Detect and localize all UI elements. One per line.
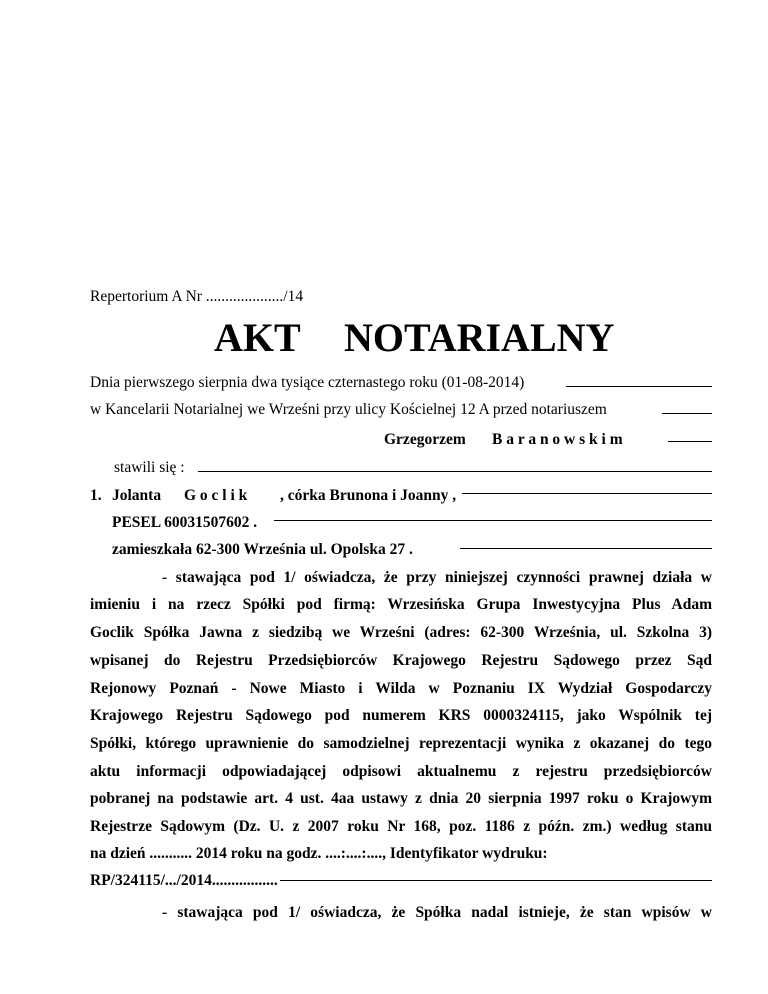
appeared-line <box>0 455 768 481</box>
filler-dash-line <box>460 548 712 549</box>
filler-dash-line <box>198 471 712 472</box>
declaration1-line-9 <box>0 786 768 812</box>
declaration1-line-5 <box>0 676 768 702</box>
declaration1-line-11 <box>0 841 768 867</box>
paragraph-line: na dzień ........... 2014 roku na godz. ....:....:...., Identyfikator wydruku: <box>90 845 548 862</box>
declaration1-line-1 <box>0 565 768 591</box>
filler-dash-line <box>462 493 712 494</box>
appeared-text: stawili się : <box>114 459 185 476</box>
pesel-line <box>0 510 768 536</box>
person-parents: , córka Brunona i Joanny , <box>280 487 457 504</box>
address-text: zamieszkała 62-300 Września ul. Opolska 27 . <box>112 541 413 558</box>
declaration1-last-line <box>0 868 768 894</box>
declaration1-line-4 <box>0 648 768 674</box>
filler-dash-line <box>280 880 712 881</box>
repertorium-number: Repertorium A Nr ..................../14 <box>90 288 304 305</box>
paragraph-line: pobranej na podstawie art. 4 ust. 4aa ustawy z dnia 20 sierpnia 1997 roku o Krajowym <box>90 790 712 807</box>
declaration2-line-1 <box>0 900 768 926</box>
paragraph-line: imieniu i na rzecz Spółki pod firmą: Wrzesińska Grupa Inwestycyjna Plus Adam <box>90 596 712 613</box>
notary-first-name: Grzegorzem <box>384 431 466 448</box>
person-surname: G o c l i k <box>184 487 248 504</box>
paragraph-line: aktu informacji odpowiadającej odpisowi aktualnemu z rejestru przedsiębiorców <box>90 763 712 780</box>
declaration1-line-7 <box>0 731 768 757</box>
date-text: Dnia pierwszego sierpnia dwa tysiące czternastego roku (01-08-2014) <box>90 374 525 391</box>
filler-dash-line <box>274 520 712 521</box>
pesel-text: PESEL 60031507602 . <box>112 514 258 531</box>
person-line <box>0 483 768 509</box>
person-first-name: Jolanta <box>112 487 162 504</box>
declaration1-line-8 <box>0 759 768 785</box>
office-line <box>0 397 768 423</box>
date-line <box>0 370 768 396</box>
paragraph-line: Krajowego Rejestru Sądowego pod numerem KRS 0000324115, jako Wspólnik tej <box>90 707 712 724</box>
paragraph-line: Rejonowy Poznań - Nowe Miasto i Wilda w Poznaniu IX Wydział Gospodarczy <box>90 680 712 697</box>
declaration1-line-2 <box>0 592 768 618</box>
filler-dash-line <box>668 441 712 442</box>
notary-line <box>0 427 768 453</box>
title-word-akt: AKT <box>214 315 301 360</box>
declaration1-line-10 <box>0 814 768 840</box>
declaration1-line-6 <box>0 703 768 729</box>
paragraph-line: Spółki, którego uprawnienie do samodzielnej reprezentacji wynika z okazanej do tego <box>90 735 712 752</box>
office-text: w Kancelarii Notarialnej we Wrześni przy ulicy Kościelnej 12 A przed notariuszem <box>90 401 607 418</box>
filler-dash-line <box>566 386 712 387</box>
title-word-notarialny: NOTARIALNY <box>344 315 615 360</box>
filler-dash-line <box>662 413 712 414</box>
paragraph-line: Goclik Spółka Jawna z siedzibą we Wrześni (adres: 62-300 Września, ul. Szkolna 3) <box>90 624 712 641</box>
paragraph-line: - stawająca pod 1/ oświadcza, że Spółka nadal istnieje, że stan wpisów w <box>162 904 712 921</box>
printout-identifier: RP/324115/.../2014................. <box>90 872 278 889</box>
person-number: 1. <box>90 487 102 504</box>
declaration1-line-3 <box>0 620 768 646</box>
address-line <box>0 537 768 563</box>
repertorium-line <box>0 284 768 310</box>
paragraph-line: Rejestrze Sądowym (Dz. U. z 2007 roku Nr 168, poz. 1186 z późn. zm.) według stanu <box>90 818 712 835</box>
paragraph-line: wpisanej do Rejestru Przedsiębiorców Krajowego Rejestru Sądowego przez Sąd <box>90 652 712 669</box>
notary-last-name: B a r a n o w s k i m <box>492 431 623 448</box>
paragraph-line: - stawająca pod 1/ oświadcza, że przy niniejszej czynności prawnej działa w <box>162 569 712 586</box>
